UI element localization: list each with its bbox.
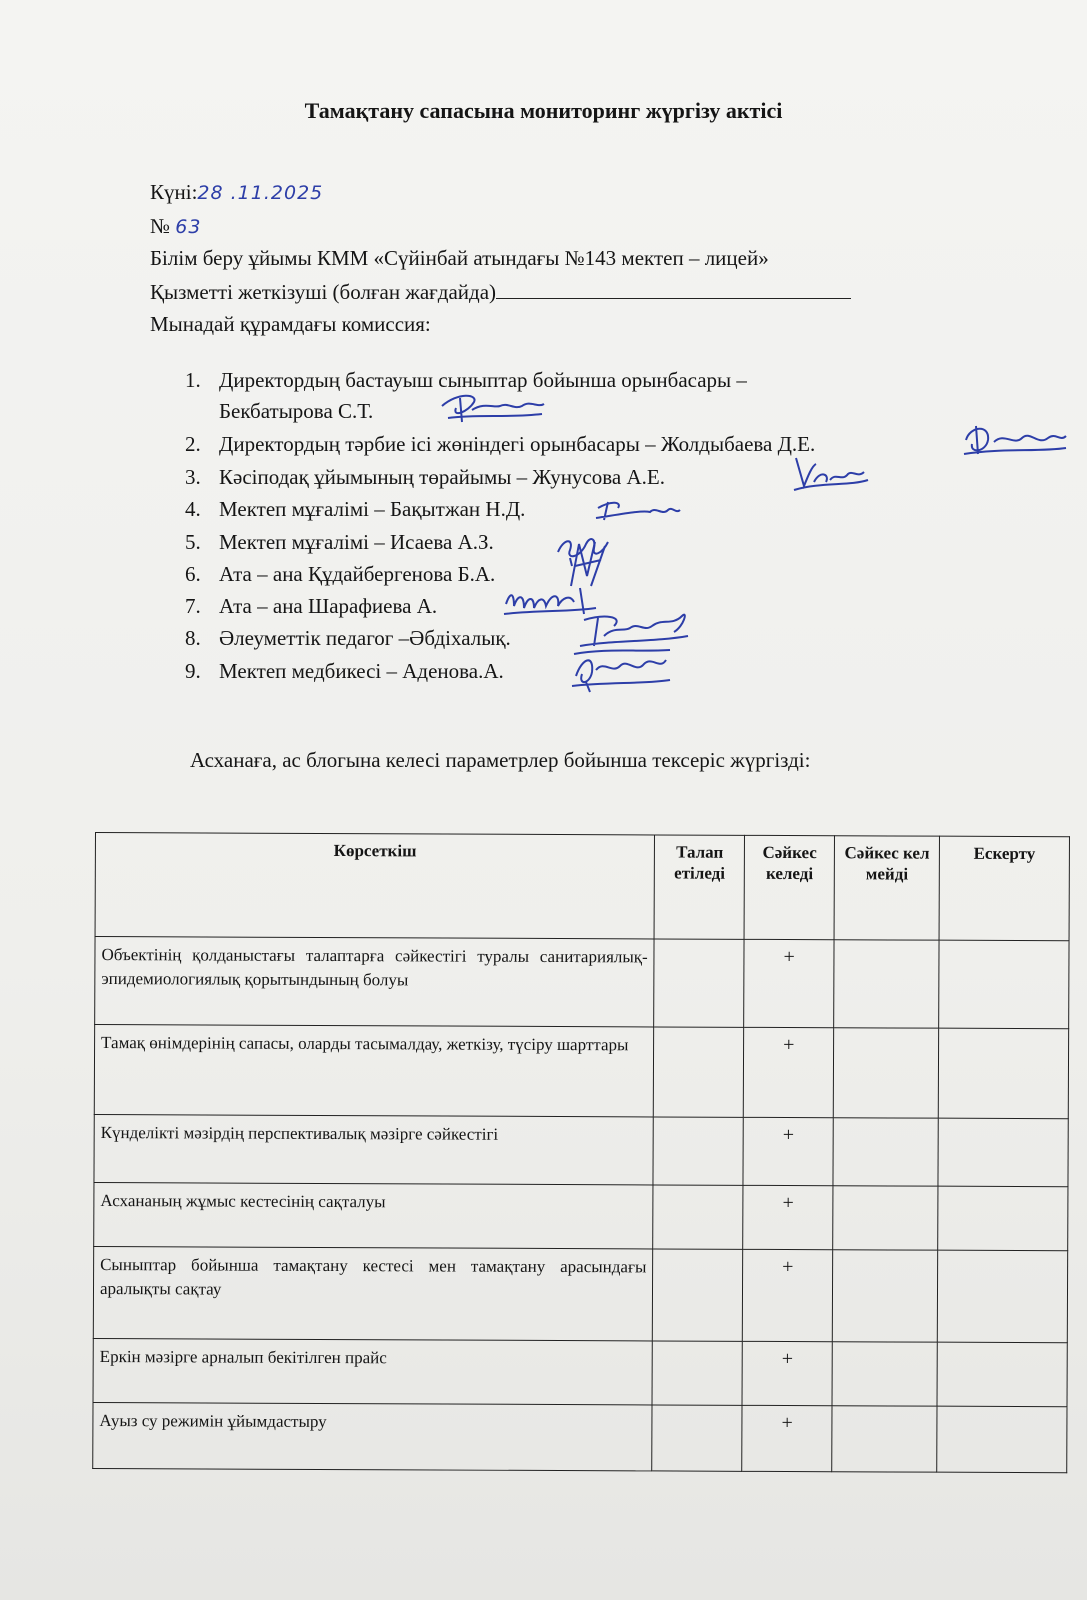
supplier-line [150, 280, 851, 305]
header-required: Талап етіледі [654, 835, 744, 939]
member-6: 6. Ата – ана Құдайбергенова Б.А. [185, 562, 496, 586]
signature-4 [592, 496, 682, 526]
member-5: 5. Мектеп мұғалімі – Исаева А.З. [185, 530, 494, 554]
number-line [150, 214, 201, 239]
member-3: 3. Кәсіподақ ұйымының төрайымы – Жунусова А.Е. [185, 465, 665, 489]
document-title: Тамақтану сапасына мониторинг жүргізу актісі [304, 98, 783, 123]
member-9: 9. Мектеп медбикесі – Аденова.А. [185, 659, 504, 683]
supplier-label: Қызметті жеткізуші (болған жағдайда) [150, 280, 497, 304]
organization-line: Білім беру ұйымы КММ «Сүйінбай атындағы №143 мектеп – лицей» [150, 246, 769, 270]
commission-label: Мынадай құрамдағы комиссия: [150, 312, 431, 336]
table-row: Объектінің қолданыстағы талаптарға сәйкестігі туралы санитариялық-эпидемиологиялық қорытындының болуы + [95, 937, 1069, 1029]
signature-9 [566, 642, 676, 694]
inspection-intro: Асханаға, ас блогына келесі параметрлер бойынша тексеріс жүргізді: [190, 748, 811, 772]
member-4: 4. Мектеп мұғалімі – Бақытжан Н.Д. [185, 497, 526, 521]
table-row: Асхананың жұмыс кестесінің сақталуы + [94, 1182, 1068, 1250]
header-note: Ескерту [939, 836, 1069, 941]
table-row: Сыныптар бойынша тамақтану кестесі мен тамақтану арасындағы аралықты сақтау + [93, 1246, 1067, 1342]
signature-3 [790, 452, 870, 496]
number-label: № [150, 214, 171, 238]
member-1-name: Бекбатырова С.Т. [219, 399, 374, 423]
date-value: 28 .11.2025 [197, 182, 324, 204]
header-not-complies: Сәйкес келмейді [834, 836, 939, 940]
date-line [150, 180, 323, 205]
header-complies: Сәйкес келеді [744, 835, 834, 939]
member-1: 1. Директордың бастауыш сыныптар бойынша орынбасары – [185, 368, 747, 392]
header-indicator: Көрсеткіш [95, 833, 655, 939]
table-header-row [95, 833, 1069, 941]
table-row: Күнделікті мәзірдің перспективалық мәзірге сәйкестігі + [94, 1114, 1068, 1186]
signature-2 [960, 418, 1070, 460]
table-row: Ауыз су режимін ұйымдастыру + [93, 1402, 1067, 1472]
table-row: Тамақ өнімдерінің сапасы, оларды тасымалдау, жеткізу, түсіру шарттары + [94, 1025, 1068, 1119]
number-value: 63 [175, 216, 202, 238]
member-8: 8. Әлеуметтік педагог –Әбдіхалық. [185, 626, 511, 650]
inspection-table [92, 832, 1070, 1473]
signature-1 [438, 388, 548, 428]
member-2: 2. Директордың тәрбие ісі жөніндегі орынбасары – Жолдыбаева Д.Е. [185, 432, 816, 456]
supplier-blank [496, 280, 851, 299]
table-row: Еркін мәзірге арналып бекітілген прайс + [93, 1338, 1067, 1406]
member-7: 7. Ата – ана Шарафиева А. [185, 594, 438, 618]
date-label: Күні: [150, 180, 198, 204]
